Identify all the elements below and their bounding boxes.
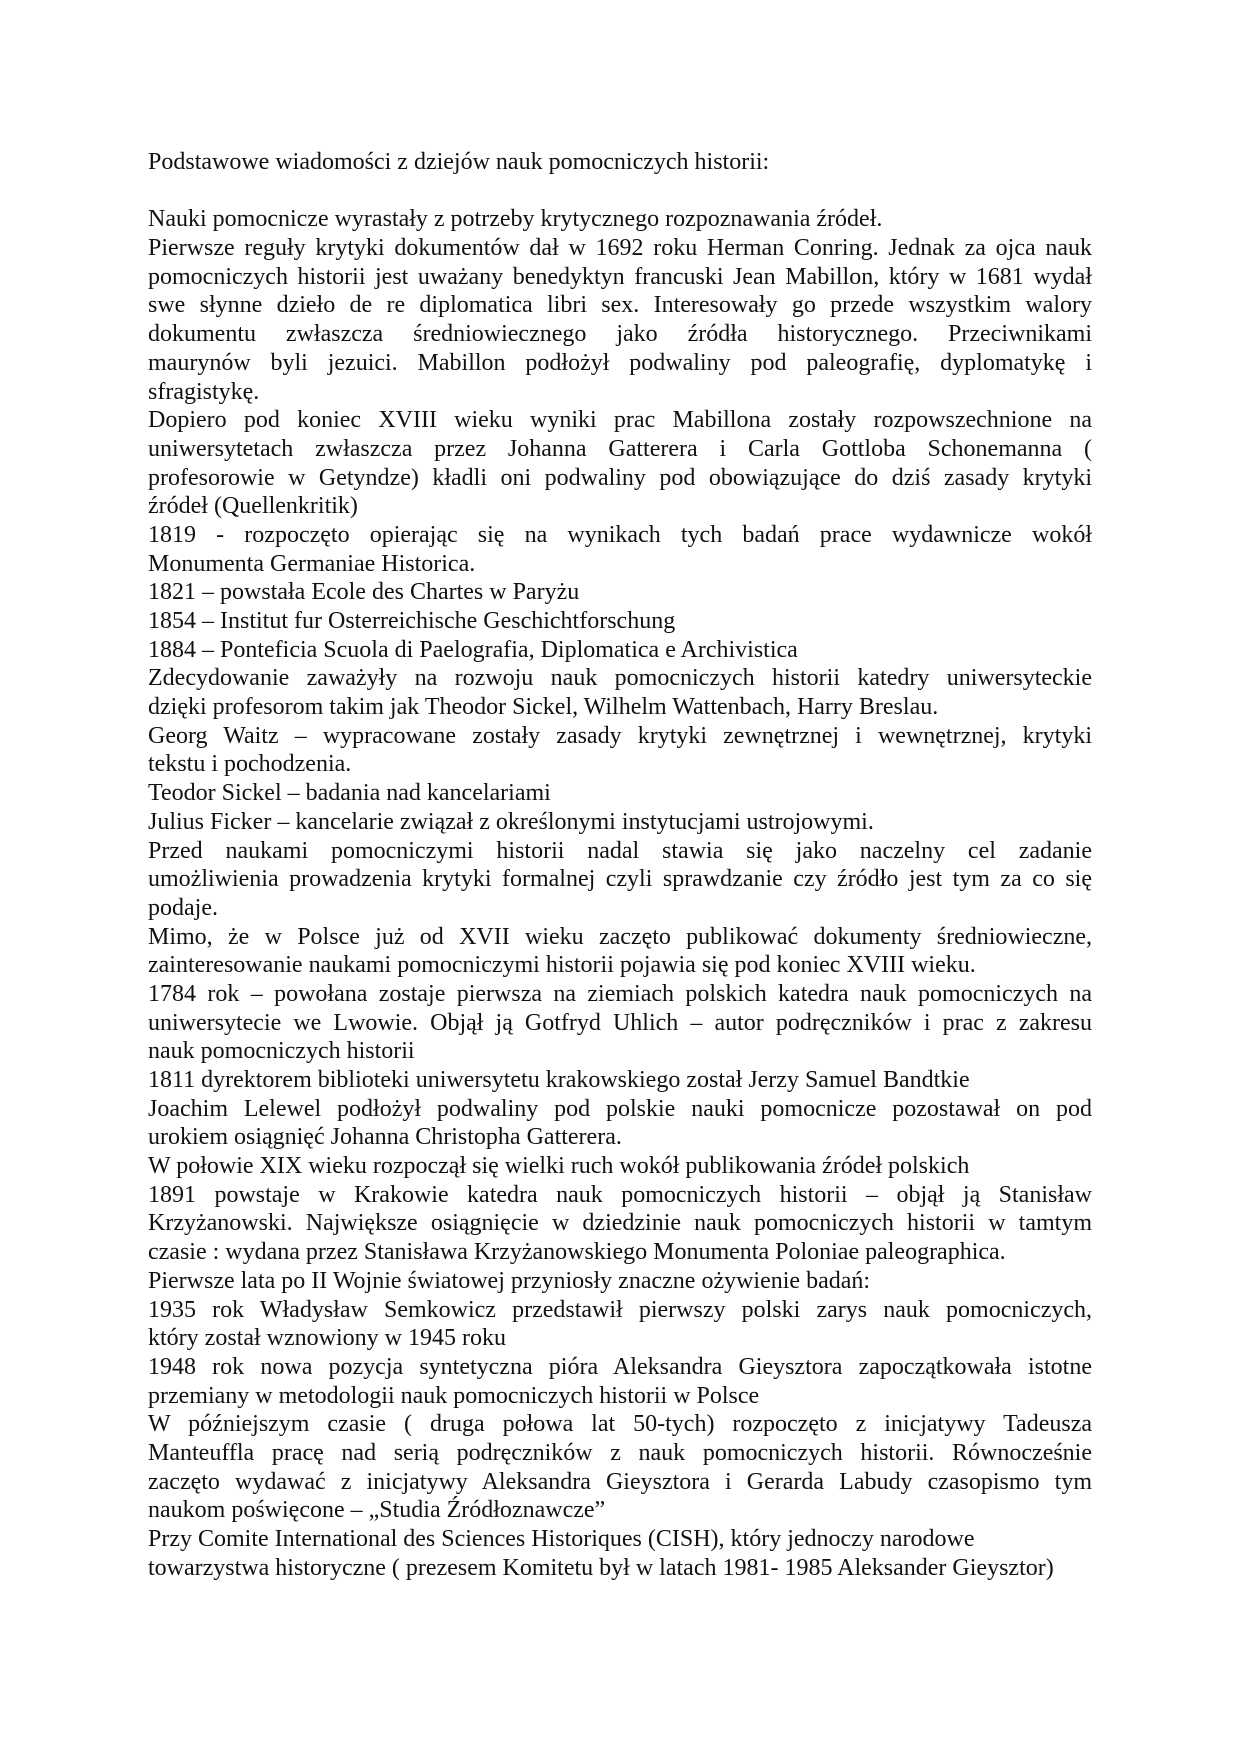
paragraph <box>148 1152 1092 1181</box>
text-line: Pierwsze lata po II Wojnie światowej przyniosły znaczne ożywienie badań: <box>148 1267 871 1294</box>
text-line: urokiem osiągnięć Johanna Christopha Gatterera. <box>148 1124 622 1151</box>
paragraph <box>148 1554 1092 1583</box>
text-line: W późniejszym czasie ( druga połowa lat 50-tych) rozpoczęto z inicjatywy Tadeusza <box>148 1411 1092 1438</box>
text-line: umożliwienia prowadzenia krytyki formalnej czyli sprawdzanie czy źródło jest tym za co się <box>148 866 1092 893</box>
text-line: 1784 rok – powołana zostaje pierwsza na ziemiach polskich katedra nauk pomocniczych na <box>148 980 1092 1007</box>
text-line: Nauki pomocnicze wyrastały z potrzeby krytycznego rozpoznawania źródeł. <box>148 206 883 233</box>
text-line: 1948 rok nowa pozycja syntetyczna pióra Aleksandra Gieysztora zapoczątkowała istotne <box>148 1353 1092 1380</box>
text-line: sfragistykę. <box>148 378 260 405</box>
paragraph <box>148 636 1092 665</box>
text-line: Przed naukami pomocniczymi historii nadal stawia się jako naczelny cel zadanie <box>148 837 1092 864</box>
text-line: Mimo, że w Polsce już od XVII wieku zaczęto publikować dokumenty średniowieczne, <box>148 923 1092 950</box>
paragraph <box>148 607 1092 636</box>
paragraph <box>148 205 1092 234</box>
text-line: zainteresowanie naukami pomocniczymi historii pojawia się pod koniec XVIII wieku. <box>148 952 976 979</box>
text-line: Dopiero pod koniec XVIII wieku wyniki prac Mabillona zostały rozpowszechnione na <box>148 407 1092 434</box>
paragraph <box>148 722 1092 779</box>
paragraph <box>148 837 1092 923</box>
paragraph <box>148 808 1092 837</box>
text-line: Georg Waitz – wypracowane zostały zasady krytyki zewnętrznej i wewnętrznej, krytyki <box>148 722 1092 749</box>
paragraph <box>148 980 1092 1066</box>
text-line: 1819 - rozpoczęto opierając się na wynikach tych badań prace wydawnicze wokół <box>148 521 1092 548</box>
text-line: Pierwsze reguły krytyki dokumentów dał w 1692 roku Herman Conring. Jednak za ojca nauk <box>148 235 1092 262</box>
paragraph <box>148 1066 1092 1095</box>
paragraph <box>148 1181 1092 1267</box>
paragraph <box>148 1525 1092 1554</box>
text-line: czasie : wydana przez Stanisława Krzyżanowskiego Monumenta Poloniae paleographica. <box>148 1239 1006 1266</box>
text-line: Przy Comite International des Sciences Historiques (CISH), który jednoczy narodowe <box>148 1526 975 1552</box>
text-line: 1884 – Ponteficia Scuola di Paelografia, Diplomatica e Archivistica <box>148 636 798 663</box>
text-line: Monumenta Germaniae Historica. <box>148 550 476 577</box>
text-line: Julius Ficker – kancelarie związał z określonymi instytucjami ustrojowymi. <box>148 808 874 835</box>
paragraph <box>148 1267 1092 1296</box>
text-line: źródeł (Quellenkritik) <box>148 493 358 520</box>
text-line: 1891 powstaje w Krakowie katedra nauk pomocniczych historii – objął ją Stanisław <box>148 1181 1092 1208</box>
text-line: Zdecydowanie zaważyły na rozwoju nauk pomocniczych historii katedry uniwersyteckie <box>148 665 1092 692</box>
paragraph <box>148 1410 1092 1525</box>
text-line: uniwersytetach zwłaszcza przez Johanna Gatterera i Carla Gottloba Schonemanna ( <box>148 435 1092 462</box>
text-line: maurynów byli jezuici. Mabillon podłożył podwaliny pod paleografię, dyplomatykę i <box>148 349 1092 376</box>
text-line: Manteuffla pracę nad serią podręczników z nauk pomocniczych historii. Równocześnie <box>148 1439 1092 1466</box>
text-line: 1821 – powstała Ecole des Chartes w Paryżu <box>148 579 580 606</box>
text-line: swe słynne dzieło de re diplomatica libri sex. Interesowały go przede wszystkim walory <box>148 292 1092 319</box>
text-line: 1811 dyrektorem biblioteki uniwersytetu krakowskiego został Jerzy Samuel Bandtkie <box>148 1067 970 1093</box>
paragraph <box>148 1296 1092 1353</box>
text-line: dzięki profesorom takim jak Theodor Sickel, Wilhelm Wattenbach, Harry Breslau. <box>148 694 939 721</box>
text-line: naukom poświęcone – „Studia Źródłoznawcze” <box>148 1497 606 1524</box>
text-line: który został wznowiony w 1945 roku <box>148 1325 506 1352</box>
text-line: profesorowie w Getyndze) kładli oni podwaliny pod obowiązujące do dziś zasady krytyki <box>148 464 1092 491</box>
document-title: Podstawowe wiadomości z dziejów nauk pomocniczych historii: <box>148 149 770 175</box>
text-line: Teodor Sickel – badania nad kancelariami <box>148 780 551 807</box>
text-line: Joachim Lelewel podłożył podwaliny pod polskie nauki pomocnicze pozostawał on pod <box>148 1095 1092 1122</box>
text-line: W połowie XIX wieku rozpoczął się wielki ruch wokół publikowania źródeł polskich <box>148 1153 970 1180</box>
paragraph <box>148 779 1092 808</box>
paragraph <box>148 1095 1092 1152</box>
text-line: Krzyżanowski. Największe osiągnięcie w dziedzinie nauk pomocniczych historii w tamtym <box>148 1210 1092 1237</box>
paragraph <box>148 578 1092 607</box>
document-page <box>148 148 1092 1582</box>
text-line: uniwersytecie we Lwowie. Objął ją Gotfryd Uhlich – autor podręczników i prac z zakresu <box>148 1009 1092 1036</box>
text-line: tekstu i pochodzenia. <box>148 751 352 778</box>
text-line: przemiany w metodologii nauk pomocniczych historii w Polsce <box>148 1382 760 1409</box>
paragraph <box>148 1353 1092 1410</box>
paragraph <box>148 521 1092 578</box>
text-line: dokumentu zwłaszcza średniowiecznego jako źródła historycznego. Przeciwnikami <box>148 321 1092 348</box>
paragraph <box>148 234 1092 406</box>
text-line: towarzystwa historyczne ( prezesem Komitetu był w latach 1981- 1985 Aleksander Gieysztor) <box>148 1554 1054 1581</box>
text-line: pomocniczych historii jest uważany benedyktyn francuski Jean Mabillon, który w 1681 wydał <box>148 263 1092 290</box>
document-body <box>148 205 1092 1582</box>
text-line: 1854 – Institut fur Osterreichische Geschichtforschung <box>148 608 676 634</box>
text-line: nauk pomocniczych historii <box>148 1038 415 1065</box>
paragraph <box>148 923 1092 980</box>
paragraph <box>148 664 1092 721</box>
blank-line <box>148 177 1092 206</box>
paragraph <box>148 406 1092 521</box>
text-line: podaje. <box>148 894 218 921</box>
text-line: 1935 rok Władysław Semkowicz przedstawił pierwszy polski zarys nauk pomocniczych, <box>148 1296 1092 1323</box>
text-line: zaczęto wydawać z inicjatywy Aleksandra Gieysztora i Gerarda Labudy czasopismo tym <box>148 1468 1092 1495</box>
